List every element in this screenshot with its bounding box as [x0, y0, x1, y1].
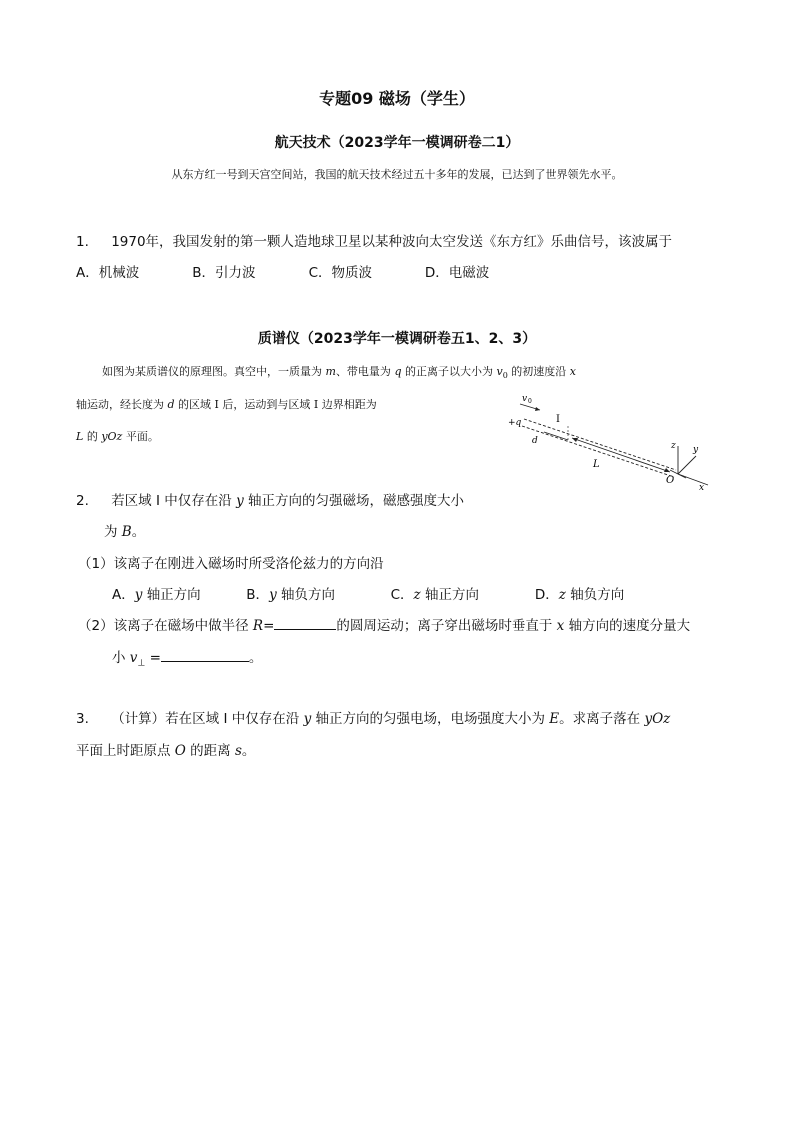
var-L: L	[76, 430, 84, 443]
option-letter: D．	[534, 587, 559, 603]
question-3	[76, 707, 670, 727]
label-y: y	[693, 445, 699, 455]
var-B: B	[121, 524, 132, 540]
region-boundary-top	[524, 419, 676, 470]
question-stem: （计算）若在区域 Ⅰ 中仅存在沿	[111, 711, 300, 727]
var-x: x	[569, 365, 577, 378]
question-stem: 的距离	[190, 743, 231, 759]
question-stem: 轴方向的速度分量大	[568, 618, 691, 634]
var-E: E	[549, 711, 560, 727]
var-z: z	[558, 587, 566, 603]
y-axis	[678, 456, 696, 474]
equals-sign: =	[263, 618, 275, 634]
option-text: 轴正方向	[424, 587, 479, 603]
question-stem: 的圆周运动；离子穿出磁场时垂直于	[336, 618, 553, 634]
option-b[interactable]: B．引力波	[192, 265, 256, 281]
var-yoz: yOz	[101, 430, 123, 443]
section-intro-line-3	[76, 428, 159, 444]
option-letter: A．	[112, 587, 135, 603]
question-3-line-2	[76, 739, 255, 759]
question-stem: 小	[112, 650, 126, 666]
question-2-sub-1: （1）该离子在刚进入磁场时所受洛伦兹力的方向沿	[78, 556, 384, 572]
var-s: s	[234, 743, 242, 759]
question-1-options	[76, 261, 489, 281]
question-stem: 1970年，我国发射的第一颗人造地球卫星以某种波向太空发送《东方红》乐曲信号，该波属于	[111, 234, 673, 250]
intro-text: 的正离子以大小为	[404, 365, 493, 378]
option-d[interactable]	[535, 583, 624, 603]
question-stem: 。求离子落在	[559, 711, 641, 727]
var-d: d	[167, 398, 175, 411]
var-z: z	[413, 587, 421, 603]
d-marker	[544, 432, 568, 440]
intro-text: 的区域 Ⅰ 后，运动到与区域 Ⅰ 边界相距为	[178, 398, 377, 411]
mass-spectrometer-diagram	[500, 390, 720, 495]
var-y: y	[269, 587, 277, 603]
label-charge: +q	[508, 418, 522, 428]
option-a[interactable]: A．机械波	[76, 265, 140, 281]
section-intro-line-2	[76, 396, 377, 412]
L-arrow	[572, 438, 670, 472]
question-stem: 平面上时距原点	[76, 743, 171, 759]
question-stem: 轴正方向的匀强磁场，磁感强度大小	[248, 493, 464, 509]
var-yoz: yOz	[644, 711, 671, 727]
var-y: y	[134, 587, 143, 603]
option-letter: B．	[246, 587, 270, 603]
label-L: L	[593, 459, 600, 470]
question-number: 3.	[76, 711, 89, 727]
equals-sign: =	[149, 650, 161, 666]
question-2-line-2	[104, 520, 145, 540]
option-text: 轴负方向	[570, 587, 625, 603]
question-2	[76, 489, 464, 509]
option-c[interactable]: C．物质波	[308, 265, 373, 281]
label-x: x	[699, 483, 705, 493]
question-number: 2.	[76, 493, 89, 509]
var-y: y	[303, 711, 312, 727]
intro-text: 轴运动，经长度为	[76, 398, 164, 411]
option-text: 轴负方向	[281, 587, 335, 603]
section-intro-line-1	[102, 363, 576, 380]
option-c[interactable]	[391, 583, 531, 603]
subscript-perp: ⊥	[137, 658, 146, 669]
option-b[interactable]	[246, 583, 386, 603]
var-R: R	[252, 618, 264, 634]
section-heading-aerospace: 航天技术（2023学年一模调研卷二1）	[274, 135, 520, 151]
var-y: y	[236, 493, 244, 509]
label-v: v	[522, 394, 528, 404]
intro-text: 平面。	[125, 430, 159, 443]
var-x: x	[556, 618, 565, 634]
var-v: v	[129, 650, 138, 666]
question-stem: 若区域 Ⅰ 中仅存在沿	[111, 493, 232, 509]
question-stem: 。	[131, 524, 146, 540]
section-heading-mass-spectrometer: 质谱仪（2023学年一模调研卷五1、2、3）	[257, 331, 537, 347]
label-region: I	[556, 414, 560, 425]
answer-blank-velocity[interactable]	[161, 649, 249, 662]
v0-arrow-head	[535, 407, 540, 411]
label-v-sub: 0	[528, 398, 532, 405]
question-2-sub-2-line-2	[112, 646, 262, 669]
intro-text: 的	[86, 430, 98, 443]
var-v: v	[496, 365, 503, 378]
var-q: q	[394, 365, 402, 378]
question-stem: 轴正方向的匀强电场，电场强度大小为	[315, 711, 545, 727]
label-z: z	[671, 441, 676, 451]
option-letter: C．	[390, 587, 414, 603]
label-d: d	[532, 436, 538, 446]
page-title: 专题09 磁场（学生）	[319, 89, 475, 108]
question-2-sub-1-options	[112, 583, 624, 603]
question-2-sub-2	[78, 614, 690, 634]
section-intro-aerospace: 从东方红一号到天宫空间站，我国的航天技术经过五十多年的发展，已达到了世界领先水平。	[171, 168, 623, 181]
option-d[interactable]: D．电磁波	[424, 265, 490, 281]
option-text: 轴正方向	[146, 587, 201, 603]
intro-text: 的初速度沿	[511, 365, 567, 378]
question-stem: 。	[241, 743, 256, 759]
question-stem: 为	[104, 524, 118, 540]
intro-text: 如图为某质谱仪的原理图。真空中，一质量为	[102, 365, 322, 378]
option-a[interactable]	[112, 583, 242, 603]
question-stem: 。	[248, 650, 263, 666]
answer-blank-radius[interactable]	[274, 617, 336, 630]
question-stem: （2）该离子在磁场中做半径	[78, 618, 249, 634]
label-O: O	[666, 475, 675, 486]
question-1	[76, 230, 672, 250]
question-number: 1.	[76, 234, 89, 250]
var-O: O	[174, 743, 186, 759]
var-m: m	[325, 365, 336, 378]
subscript: 0	[502, 371, 508, 381]
intro-text: 、带电量为	[335, 365, 391, 378]
